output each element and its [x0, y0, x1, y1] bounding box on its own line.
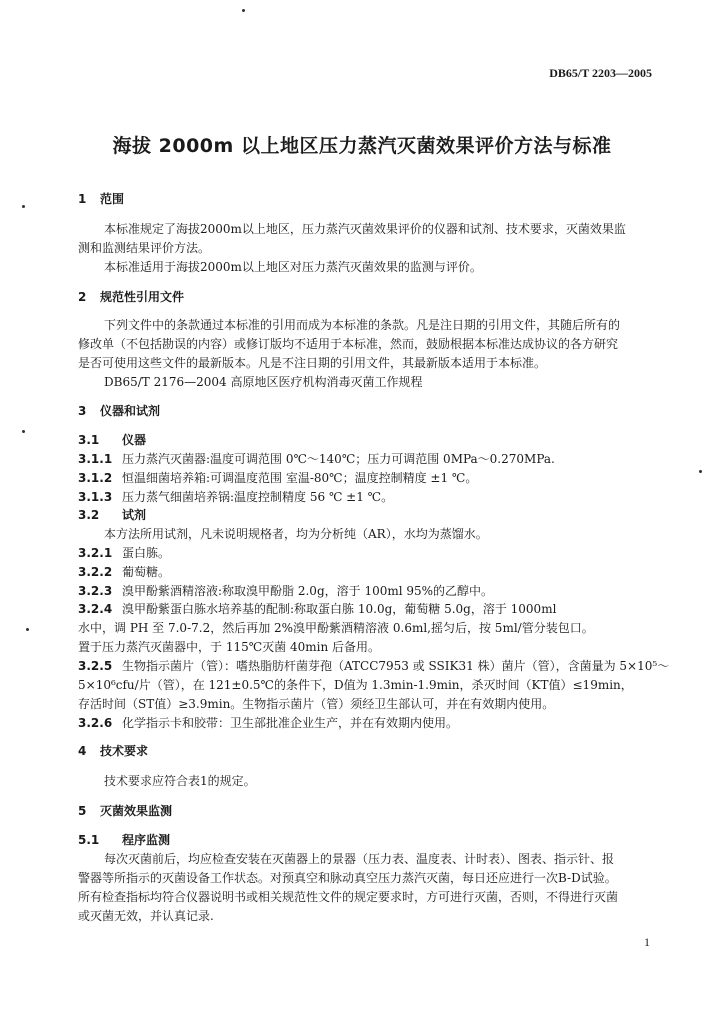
paragraph-line: 每次灭菌前后，均应检查安装在灭菌器上的景器（压力表、温度表、计时表）、图表、指示针、报: [104, 852, 615, 866]
section-number: 5: [78, 804, 87, 818]
clause-text: 恒温细菌培养箱:可调温度范围 室温-80℃；温度控制精度 ±1 ℃。: [122, 471, 478, 485]
clause-3-1-1: [78, 449, 656, 469]
clause-number: 3.1.2: [78, 471, 113, 485]
clause-number: 3.2.2: [78, 565, 113, 579]
scan-speck: [26, 628, 29, 631]
section-3-heading: [78, 401, 656, 421]
section-4-heading: [78, 741, 656, 761]
clause-text: 压力蒸气细菌培养锅:温度控制精度 56 ℃ ±1 ℃。: [122, 490, 394, 504]
paragraph-line: 下列文件中的条款通过本标准的引用而成为本标准的条款。凡是注日期的引用文件，其随后所有的: [104, 318, 621, 332]
clause-3-2-6: [78, 713, 656, 733]
paragraph-line: 置于压力蒸汽灭菌器中，于 115℃灭菌 40min 后备用。: [78, 640, 380, 654]
clause-number: 3.2.6: [78, 716, 113, 730]
clause-number: 3.2.5: [78, 659, 113, 673]
paragraph-line: 或灭菌无效，并认真记录.: [78, 909, 214, 923]
clause-title: 程序监测: [122, 833, 171, 847]
paragraph-line: 本标准规定了海拔2000m以上地区，压力蒸汽灭菌效果评价的仪器和试剂、技术要求，灭菌效果监: [104, 222, 626, 236]
paragraph-line: 是否可使用这些文件的最新版本。凡是不注日期的引用文件，其最新版本适用于本标准。: [78, 356, 547, 370]
paragraph-line: 修改单（不包括勘误的内容）或修订版均不适用于本标准，然而，鼓励根据本标准达成协议的各方研究: [78, 337, 619, 351]
clause-number: 5.1: [78, 833, 100, 847]
clause-3-2-2: [78, 562, 656, 582]
clause-title: 试剂: [122, 508, 147, 522]
paragraph-line: 技术要求应符合表1的规定。: [104, 774, 256, 788]
section-number: 4: [78, 744, 87, 758]
clause-3-1-2: [78, 468, 656, 488]
clause-text: 溴甲酚紫酒精溶液:称取溴甲酚脂 2.0g，溶于 100ml 95%的乙醇中。: [122, 584, 494, 598]
clause-3-2-4: [78, 599, 656, 619]
section-title: 规范性引用文件: [100, 290, 185, 304]
document-title: 海拔 2000m 以上地区压力蒸汽灭菌效果评价方法与标准: [112, 135, 612, 157]
paragraph-line: 5×10⁶cfu/片（管），在 121±0.5℃的条件下，D值为 1.3min-1.9min，杀灭时间（KT值）≤19min，: [78, 678, 633, 692]
section-number: 2: [78, 290, 87, 304]
section-title: 仪器和试剂: [100, 404, 161, 418]
scan-speck: [22, 205, 25, 208]
section-1-heading: [78, 189, 656, 209]
paragraph-line: 所有检查指标均符合仪器说明书或相关规范性文件的规定要求时，方可进行灭菌，否则，不得进行灭菌: [78, 890, 619, 904]
clause-text: 生物指示菌片（管）：嗜热脂肪杆菌芽孢（ATCC7953 或 SSIK31 株）菌片（管），含菌量为 5×10⁵～: [122, 659, 670, 673]
paragraph-line: 警器等所指示的灭菌设备工作状态。对预真空和脉动真空压力蒸汽灭菌，每日还应进行一次B-D试验。: [78, 871, 617, 885]
clause-number: 3.2: [78, 508, 100, 522]
clause-3-1-3: [78, 487, 656, 507]
clause-3-2-3: [78, 581, 656, 601]
clause-number: 3.2.4: [78, 602, 113, 616]
section-title: 灭菌效果监测: [100, 804, 173, 818]
subsection-3-2: [78, 505, 656, 525]
clause-3-2-5: [78, 656, 670, 676]
clause-number: 3.1.3: [78, 490, 113, 504]
paragraph-line: 水中，调 PH 至 7.0-7.2，然后再加 2%溴甲酚紫酒精溶液 0.6ml,摇匀后，按 5ml/管分装包口。: [78, 621, 594, 635]
clause-title: 仪器: [122, 433, 147, 447]
clause-text: 葡萄糖。: [122, 565, 171, 579]
scan-speck: [699, 470, 702, 473]
section-title: 范围: [100, 192, 125, 206]
clause-number: 3.2.1: [78, 546, 113, 560]
paragraph-line: 存活时间（ST值）≥3.9min。生物指示菌片（管）须经卫生部认可，并在有效期内使用。: [78, 697, 555, 711]
clause-text: 化学指示卡和胶带：卫生部批准企业生产，并在有效期内使用。: [122, 716, 459, 730]
section-number: 3: [78, 404, 87, 418]
reference-entry: DB65/T 2176—2004 高原地区医疗机构消毒灭菌工作规程: [104, 375, 423, 389]
clause-number: 3.1: [78, 433, 100, 447]
section-5-heading: [78, 801, 656, 821]
clause-text: 溴甲酚紫蛋白胨水培养基的配制:称取蛋白胨 10.0g，葡萄糖 5.0g，溶于 1000ml: [122, 602, 557, 616]
section-title: 技术要求: [100, 744, 149, 758]
paragraph-line: 测和监测结果评价方法。: [78, 241, 211, 255]
paragraph-line: 本方法所用试剂，凡未说明规格者，均为分析纯（AR），水均为蒸馏水。: [104, 527, 488, 541]
page-number: 1: [644, 935, 650, 949]
scan-speck: [22, 430, 25, 433]
clause-number: 3.1.1: [78, 452, 113, 466]
section-number: 1: [78, 192, 87, 206]
clause-text: 蛋白胨。: [122, 546, 171, 560]
subsection-5-1: [78, 830, 656, 850]
paragraph-line: 本标准适用于海拔2000m以上地区对压力蒸汽灭菌效果的监测与评价。: [104, 260, 482, 274]
document-code: DB65/T 2203—2005: [549, 66, 652, 80]
clause-3-2-1: [78, 543, 656, 563]
section-2-heading: [78, 287, 656, 307]
subsection-3-1: [78, 430, 656, 450]
clause-number: 3.2.3: [78, 584, 113, 598]
clause-text: 压力蒸汽灭菌器:温度可调范围 0℃～140℃；压力可调范围 0MPa～0.270MPa.: [122, 452, 555, 466]
scan-speck: [242, 9, 245, 12]
